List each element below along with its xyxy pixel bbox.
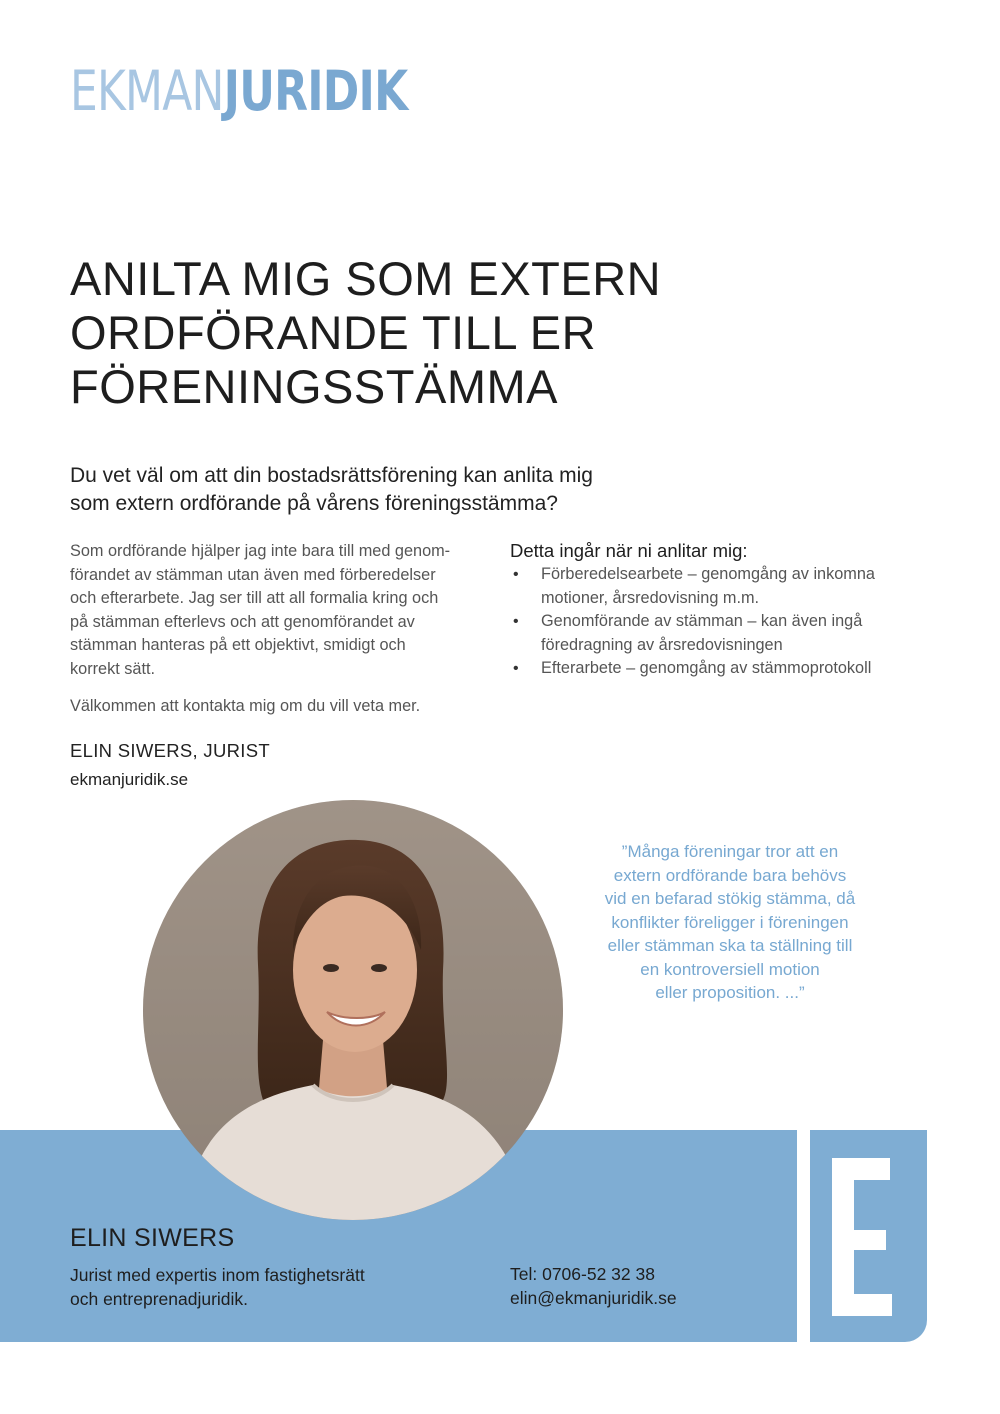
lead-line: Du vet väl om att din bostadsrättsförening kan anlita mig xyxy=(70,464,593,487)
list-item xyxy=(510,657,950,681)
list-item-line: Förberedelsearbete – genomgång av inkomna xyxy=(541,565,875,583)
body-line: stämman hanteras på ett objektivt, smidigt och xyxy=(70,636,406,654)
body-line: korrekt sätt. xyxy=(70,659,156,678)
title-line: FÖRENINGSSTÄMMA xyxy=(70,360,558,413)
signature-name: ELIN SIWERS, JURIST xyxy=(70,740,270,761)
included-list xyxy=(510,563,950,681)
body-column xyxy=(70,540,500,719)
footer-description-line: och entreprenadjuridik. xyxy=(70,1289,249,1309)
title-line: ORDFÖRANDE TILL ER xyxy=(70,306,597,359)
list-item xyxy=(510,610,950,657)
brand-logo xyxy=(70,59,408,123)
included-section xyxy=(510,539,950,681)
brand-mark xyxy=(810,1130,927,1342)
footer-description-line: Jurist med expertis inom fastighetsrätt xyxy=(70,1265,365,1285)
contact-info xyxy=(510,1262,677,1310)
logo-part-ekman: EKMAN xyxy=(70,59,224,123)
list-item-line: Genomförande av stämman – kan även ingå xyxy=(541,612,863,630)
body-paragraph xyxy=(70,540,500,681)
body-line: förandet av stämman utan även med förberedelser xyxy=(70,565,436,584)
list-item xyxy=(510,563,950,610)
list-item-line: föredragning av årsredovisningen xyxy=(541,635,783,654)
quote-line: konflikter föreligger i föreningen xyxy=(611,912,849,932)
lead-line: som extern ordförande på vårens föreningsstämma? xyxy=(70,492,558,515)
page-title xyxy=(70,252,661,414)
phone-number[interactable]: Tel: 0706-52 32 38 xyxy=(510,1264,655,1284)
quote-line: vid en befarad stökig stämma, då xyxy=(604,889,856,908)
lead-text xyxy=(70,462,593,518)
website-link[interactable]: ekmanjuridik.se xyxy=(70,770,189,789)
letter-e-icon xyxy=(810,1130,927,1342)
quote-line: en kontroversiell motion xyxy=(640,959,820,979)
logo-part-juridik: JURIDIK xyxy=(223,59,408,123)
bullet-icon: • xyxy=(513,566,519,583)
title-line: ANILTA MIG SOM EXTERN xyxy=(70,252,662,305)
portrait-illustration xyxy=(143,800,563,1220)
footer-description xyxy=(70,1263,365,1311)
bullet-icon: • xyxy=(513,660,519,677)
bullet-icon: • xyxy=(513,613,519,630)
list-item-line: Efterarbete – genomgång av stämmoprotokoll xyxy=(541,659,872,677)
quote-line: extern ordförande bara behövs xyxy=(613,865,847,885)
welcome-text: Välkommen att kontakta mig om du vill veta mer. xyxy=(70,697,421,715)
body-line: Som ordförande hjälper jag inte bara till med genom- xyxy=(70,542,451,560)
quote-line: eller proposition. ...” xyxy=(655,983,805,1002)
footer-name: ELIN SIWERS xyxy=(70,1224,235,1252)
portrait-photo xyxy=(143,800,563,1220)
email-link[interactable]: elin@ekmanjuridik.se xyxy=(510,1288,677,1308)
body-line: och efterarbete. Jag ser till att all formalia kring och xyxy=(70,589,439,607)
included-heading: Detta ingår när ni anlitar mig: xyxy=(510,540,748,561)
pull-quote xyxy=(560,840,900,1005)
list-item-line: motioner, årsredovisning m.m. xyxy=(541,588,760,607)
quote-line: ”Många föreningar tror att en xyxy=(621,842,839,861)
body-line: på stämman efterlevs och att genomförandet av xyxy=(70,612,415,631)
quote-line: eller stämman ska ta ställning till xyxy=(607,936,853,955)
